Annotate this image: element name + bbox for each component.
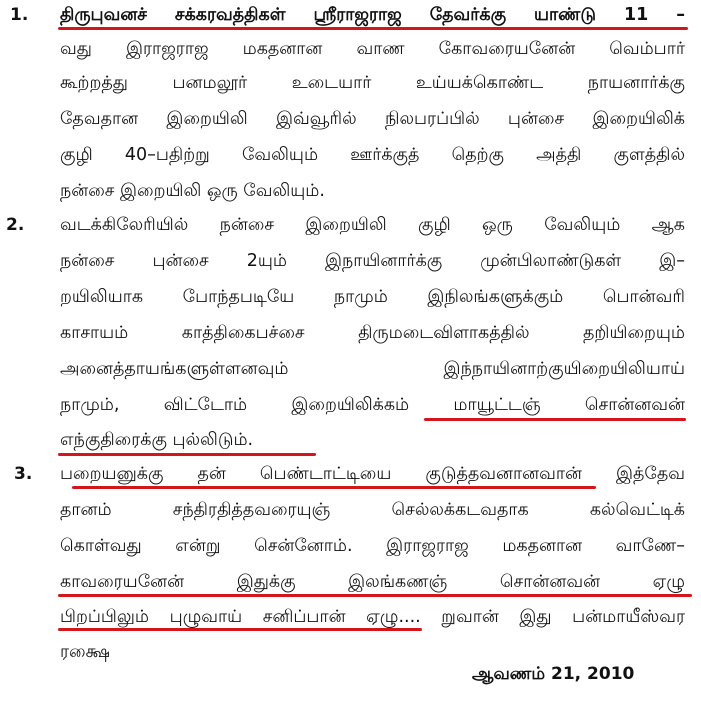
- red-underline: [72, 486, 596, 489]
- text-line: கொள்வது என்று சென்னோம். இராஜராஜ மகதனான வாணே–: [60, 536, 685, 556]
- text-line: நன்சை புன்சை 2யும் இநாயினார்க்கு முன்பிலாண்டுகள் இ–: [60, 251, 685, 271]
- text-line: அனைத்தாயங்களுள்ளனவும் இந்நாயினாற்குயிறையிலியாய்: [60, 359, 685, 379]
- red-underline: [424, 418, 686, 421]
- item-number-1: 1.: [10, 5, 29, 25]
- text-line: தேவதான இறையிலி இவ்வூரில் நிலபரப்பில் புன்சை இறையிலிக்: [60, 109, 685, 129]
- document-date: ஆவணம் 21, 2010: [472, 664, 635, 684]
- red-underline: [58, 594, 692, 597]
- text-line: குழி 40–பதிற்று வேலியும் ஊர்க்குத் தெற்கு அத்தி குளத்தில்: [60, 145, 685, 165]
- red-underline: [58, 453, 316, 456]
- text-line: பிறப்பிலும் புழுவாய் சனிப்பான் ஏழு.... றுவான் இது பன்மாயீஸ்வர: [60, 607, 685, 627]
- item-number-2: 2.: [6, 215, 25, 235]
- red-underline: [58, 27, 688, 30]
- text-line: காவரையனேன் இதுக்கு இலங்கணஞ் சொன்னவன் ஏழு: [60, 572, 685, 592]
- text-line: கூற்றத்து பனமலூர் உடையார் உய்யக்கொண்ட நாயனார்க்கு: [60, 73, 685, 93]
- text-line: றயிலியாக போந்தபடியே நாமும் இநிலங்களுக்கும் பொன்வரி: [60, 287, 685, 307]
- text-line: வது இராஜராஜ மகதனான வாண கோவரையனேன் வெம்பார்: [60, 39, 685, 59]
- text-line: நாமும், விட்டோம் இறையிலிக்கம் மாயூட்டஞ் சொன்னவன்: [60, 395, 685, 415]
- text-line: ரக்ஷை: [60, 642, 110, 662]
- text-line: நன்சை இறையிலி ஒரு வேலியும்.: [60, 181, 325, 201]
- text-line: வடக்கிலேரியில் நன்சை இறையிலி குழி ஒரு வேலியும் ஆக: [60, 215, 685, 235]
- item-number-3: 3.: [14, 464, 33, 484]
- text-line: காசாயம் காத்திகைபச்சை திருமடைவிளாகத்தில் தறியிறையும்: [60, 323, 685, 343]
- red-underline: [58, 628, 422, 631]
- text-line: எந்குதிரைக்கு புல்லிடும்.: [60, 430, 254, 450]
- text-line: திருபுவனச் சக்கரவத்திகள் ஸ்ரீராஜராஜ தேவர்க்கு யாண்டு 11 –: [60, 5, 685, 25]
- text-line: தானம் சந்திரதித்தவரையுஞ் செல்லக்கடவதாக கல்வெட்டிக்: [60, 500, 685, 520]
- text-line: பறையனுக்கு தன் பெண்டாட்டியை குடுத்தவனானவான் இத்தேவ: [60, 464, 685, 484]
